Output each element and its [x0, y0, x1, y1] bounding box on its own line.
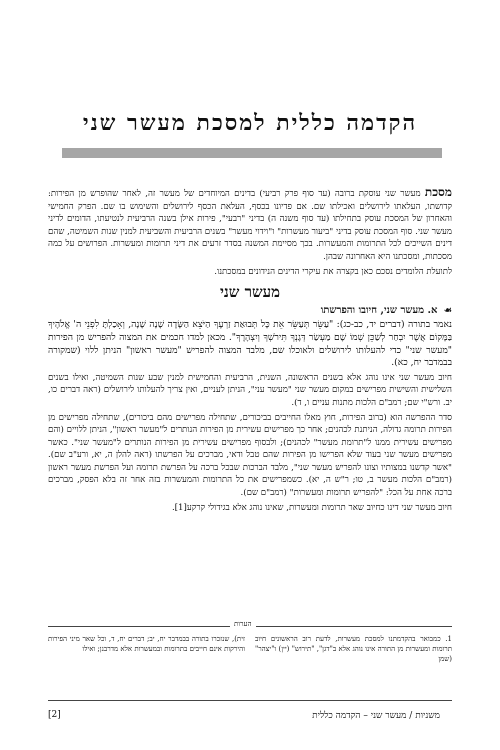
footnote-column-right: 1. כמבואר בהקדמתנו למסכת מעשרות, לדעת רוב הראשונים חיוב תרומות ומעשרות מן התורה אינו נוהג אלא ב"דגן", "תירוש" (יין) ו"יצהר" (שמן: [255, 635, 452, 663]
subheading-text: א. מעשר שני, חיובו והפרשתו: [320, 304, 438, 316]
page-title: הקדמה כללית למסכת מעשר שני: [82, 110, 418, 136]
subheading: [48, 305, 452, 318]
section-heading: מעשר שני: [219, 283, 281, 302]
notes-label: הערות: [230, 620, 256, 628]
paragraph: חיוב מעשר שני אינו נוהג אלא בשנים הראשונה, השנית, הרביעית והחמישית למנין שבע שנות השמיטה, ואילו בשנים השלישית והשישית מפרישים במקום מעשר שני "מעשר עני", הניתן לעניים, ואין צריך להעלותו לירושלים (ראה דברים כו, יב. ורש"י שם; רמב"ם הלכות מתנות עניים ו, ד).: [48, 372, 452, 408]
fleuron-icon: ☙: [443, 305, 452, 316]
running-title: משניות / מעשר שני – הקדמה כללית: [312, 711, 440, 721]
intro-text: מעשר שני עוסקת ברובה (עד סוף פרק רביעי) בדינים המיוחדים של מעשר זה, לאחר שהופרש מן הפירות: קדושתו, העלאתו לירושלים ואכילתו שם. אם פדיונו בכסף, העלאת הכסף לירושלים והשימוש בו שם. הפרק החמישי והאחרון של המסכת עוסק בתחילתו (עד סוף משנה ה) בדיני "רבעי", פירות אילן בשנה הרביעית לנטיעתו, הדומים לדיני מעשר שני. סוף המסכת עוסק בדיני "ביעור מעשרות" ו"וידוי מעשר" בשנים הרביעית והשביעית למנין שנות השמיטה, שהם דינים השייכים לכל התרומות והמעשרות. בכך מסיימת המשנה בסדר זרעים את דיני תרומות ומעשרות. הפרושים על כמה מסכתות, ומסכתנו היא האחרונה שבהן.: [48, 189, 452, 262]
paragraph: נאמר בתורה (דברים יד, כב-כג): "עַשֵּׂר תְּעַשֵּׂר אֵת כָּל תְּבוּאַת זַרְעֶךָ הַיֹּצֵא הַשָּׂדֶה שָׁנָה שָׁנָה, וְאָכַלְתָּ לִפְנֵי ה' אֱלֹהֶיךָ בַּמָּקוֹם אֲשֶׁר יִבְחַר לְשַׁכֵּן שְׁמוֹ שָׁם מַעְשַׂר דְּגָנְךָ תִּירֹשְׁךָ וְיִצְהָרֶךָ". מכאן למדו חכמים את המצוה להפריש מן הפירות "מעשר שני" כדי להעלותו לירושלים ולאוכלו שם, מלבד המצוה להפריש "מעשר ראשון" הניתן ללוי (שמקורה בבמדבר יח, כא).: [48, 319, 452, 369]
intro-text-2: לתועלת הלומדים נסכם כאן בקצרה את עיקרי הדינים הנידונים במסכתנו.: [214, 266, 452, 277]
footer-divider: [48, 700, 452, 701]
main-text: [48, 186, 452, 516]
paragraph: סדר ההפרשה הוא (ברוב הפירות, חוץ מאלו החייבים בביכורים, שתחילה מפרישים מהם ביכורים), שתחילה מפרישים מן הפירות תרומה גדולה, הניתנת לכהנים; אחר כך מפרישים עשירית מן הפירות הנותרים ל"מעשר ראשון", הניתן ללויים (והם מפרישים עשירית ממנו ל"תרומת מעשר" לכהנים); ולבסוף מפרישים עשירית מן הפירות הנותרים ל"מעשר שני". כאשר מפרישים מעשר שני בעוד שלא הפרישו מן הפירות שהם טבל ודאי, מברכים על הפרשתו (ראה להלן ה, יא, ורע"ב שם). "אשר קדשנו במצותיו וצונו להפריש מעשר שני", מלבד הברכות שבכל ברכה על הפרשת תרומה ועל הפרשת מעשר ראשון (רמב"ם הלכות מעשר ב, טו; ר"ש ה, יא). כשמפרישים את כל התרומות והמעשרות בזה אחר זה בלא הפסק, מברכים ברכה אחת על הכל: "להפריש תרומות ומעשרות" (רמב"ם שם).: [48, 412, 452, 499]
page-number: [2]: [48, 710, 61, 720]
footnote-column-left: זית), שנזכרו בתורה בבמדבר יח, יב; דברים יח, ד, וכל שאר מיני הפירות והירקות אינם חייבים בתרומות ובמעשרות אלא מדרבנן; ואילו: [48, 635, 245, 653]
intro-lead-word: מסכת: [424, 185, 452, 199]
intro-paragraph: [48, 186, 452, 264]
paragraph: חיוב מעשר שני דינו כחיוב שאר תרומות ומעשרות, שאינו נוהג אלא בגידולי קרקע[1].: [171, 502, 452, 513]
title-rule: [62, 148, 442, 158]
footnotes: [48, 634, 452, 664]
